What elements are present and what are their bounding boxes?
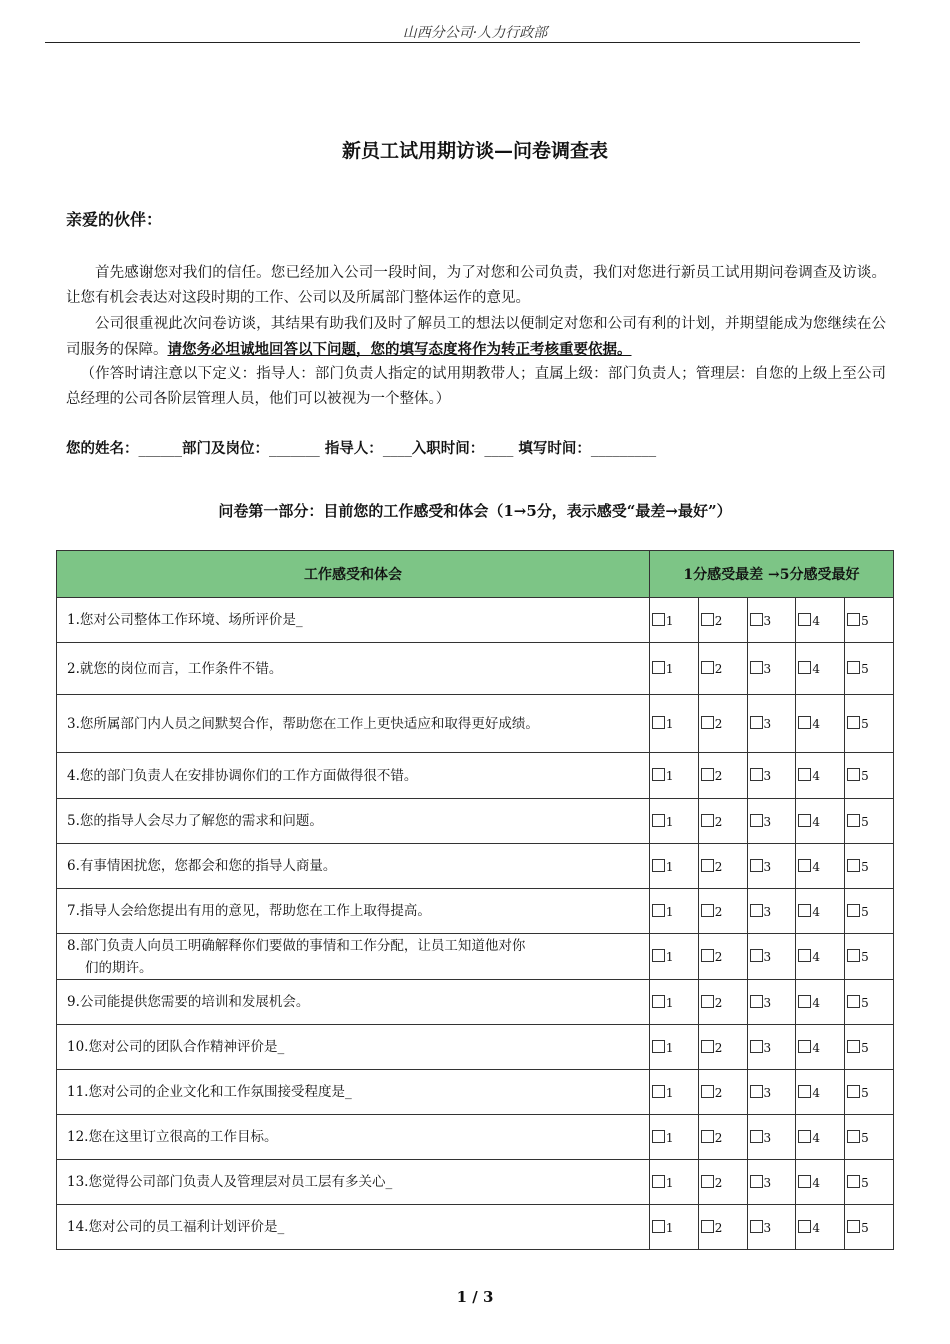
question-text-continued: 们的期许。	[85, 959, 153, 976]
checkbox-icon[interactable]	[798, 1085, 811, 1098]
table-row	[57, 1115, 894, 1160]
question-cell	[57, 695, 650, 753]
rating-option-label: 5	[861, 995, 869, 1010]
name-label: 您的姓名：	[66, 440, 139, 457]
rating-option-3[interactable]	[747, 1205, 796, 1250]
rating-option-2[interactable]	[698, 1070, 747, 1115]
rating-option-3[interactable]	[747, 695, 796, 753]
question-text: 14.您对公司的员工福利计划评价是_	[67, 1219, 285, 1235]
rating-option-label: 2	[714, 1130, 723, 1145]
intro-paragraph-2	[66, 312, 886, 363]
checkbox-icon[interactable]	[701, 1220, 714, 1233]
rating-option-1[interactable]	[649, 1205, 698, 1250]
checkbox-icon[interactable]	[701, 1085, 714, 1098]
rating-option-label: 4	[812, 1130, 820, 1145]
rating-option-label: 3	[763, 950, 772, 964]
rating-option-label: 3	[763, 904, 772, 919]
rating-option-2[interactable]	[698, 889, 747, 934]
checkbox-icon[interactable]	[750, 949, 763, 962]
checkbox-icon[interactable]	[798, 768, 811, 781]
rating-option-1[interactable]	[649, 980, 698, 1025]
question-cell	[57, 598, 650, 643]
table-row	[57, 844, 894, 889]
checkbox-icon[interactable]	[750, 1220, 763, 1233]
rating-option-1[interactable]	[649, 1160, 698, 1205]
rating-option-label: 5	[861, 613, 869, 628]
rating-option-label: 5	[861, 1175, 869, 1190]
question-cell	[57, 1205, 650, 1250]
checkbox-icon[interactable]	[701, 949, 714, 962]
rating-option-2[interactable]	[698, 598, 747, 643]
rating-option-4[interactable]	[796, 799, 845, 844]
checkbox-icon[interactable]	[750, 661, 763, 674]
checkbox-icon[interactable]	[652, 1040, 665, 1053]
rating-option-1[interactable]	[649, 934, 698, 980]
rating-option-label: 4	[812, 1040, 820, 1055]
question-cell	[57, 1115, 650, 1160]
rating-option-label: 5	[861, 1220, 869, 1235]
checkbox-icon[interactable]	[701, 904, 714, 917]
question-cell	[57, 1025, 650, 1070]
rating-option-label: 2	[714, 613, 723, 628]
checkbox-icon[interactable]	[798, 904, 811, 917]
question-cell	[57, 753, 650, 799]
rating-option-1[interactable]	[649, 844, 698, 889]
rating-option-3[interactable]	[747, 753, 796, 799]
rating-option-2[interactable]	[698, 934, 747, 980]
rating-option-3[interactable]	[747, 889, 796, 934]
rating-option-1[interactable]	[649, 643, 698, 695]
rating-option-label: 1	[665, 662, 674, 676]
question-text: 4.您的部门负责人在安排协调你们的工作方面做得很不错。	[67, 767, 418, 784]
rating-option-label: 4	[812, 769, 820, 783]
rating-option-label: 1	[665, 995, 674, 1010]
rating-option-label: 3	[763, 1175, 772, 1190]
question-cell	[57, 799, 650, 844]
department-label: 部门及岗位：	[182, 440, 269, 457]
rating-option-label: 2	[714, 950, 723, 964]
rating-option-3[interactable]	[747, 799, 796, 844]
checkbox-icon[interactable]	[652, 995, 665, 1008]
rating-option-5[interactable]	[845, 1025, 894, 1070]
checkbox-icon[interactable]	[701, 1130, 714, 1143]
rating-option-label: 3	[763, 1040, 772, 1055]
rating-option-label: 1	[665, 613, 674, 628]
rating-option-4[interactable]	[796, 1115, 845, 1160]
rating-option-1[interactable]	[649, 1115, 698, 1160]
table-row	[57, 695, 894, 753]
rating-option-5[interactable]	[845, 695, 894, 753]
checkbox-icon[interactable]	[847, 716, 860, 729]
rating-option-5[interactable]	[845, 753, 894, 799]
rating-option-label: 4	[812, 995, 820, 1010]
rating-option-label: 2	[714, 769, 723, 783]
rating-option-label: 5	[861, 950, 869, 964]
checkbox-icon[interactable]	[847, 859, 860, 872]
checkbox-icon[interactable]	[701, 814, 714, 827]
document-title: 新员工试用期访谈—问卷调查表	[341, 140, 608, 162]
checkbox-icon[interactable]	[798, 814, 811, 827]
rating-option-label: 4	[812, 1085, 820, 1100]
checkbox-icon[interactable]	[701, 859, 714, 872]
rating-option-label: 1	[665, 814, 674, 829]
checkbox-icon[interactable]	[847, 1130, 860, 1143]
checkbox-icon[interactable]	[652, 814, 665, 827]
rating-option-label: 5	[861, 904, 869, 919]
rating-option-label: 3	[763, 769, 772, 783]
rating-option-label: 1	[665, 1175, 674, 1190]
checkbox-icon[interactable]	[701, 768, 714, 781]
question-text: 10.您对公司的团队合作精神评价是_	[67, 1039, 285, 1055]
intro-paragraph-1: 首先感谢您对我们的信任。您已经加入公司一段时间，为了对您和公司负责，我们对您进行新员工试用期问卷调查及访谈。让您有机会表达对这段时期的工作、公司以及所属部门整体运作的意见。	[66, 265, 886, 306]
rating-option-label: 3	[763, 1130, 772, 1145]
rating-option-2[interactable]	[698, 695, 747, 753]
rating-option-1[interactable]	[649, 695, 698, 753]
intro-paragraph-3: （作答时请注意以下定义：指导人：部门负责人指定的试用期教带人；直属上级：部门负责人；管理层：自您的上级上至公司总经理的公司各阶层管理人员，他们可以被视为一个整体。）	[66, 366, 886, 407]
respondent-info	[66, 437, 656, 458]
mentor-label: 指导人：	[324, 440, 383, 457]
rating-option-label: 3	[763, 717, 772, 731]
rating-option-1[interactable]	[649, 1025, 698, 1070]
checkbox-icon[interactable]	[750, 613, 763, 626]
checkbox-icon[interactable]	[847, 995, 860, 1008]
question-text: 11.您对公司的企业文化和工作氛围接受程度是_	[67, 1084, 352, 1100]
join-date-blank[interactable]: ____	[484, 441, 514, 457]
section-title: 问卷第一部分：目前您的工作感受和体会（1→5分，表示感受“最差→最好”）	[218, 502, 732, 520]
rating-option-1[interactable]	[649, 598, 698, 643]
rating-option-label: 2	[714, 995, 723, 1010]
rating-option-label: 5	[861, 1040, 869, 1055]
rating-option-5[interactable]	[845, 1070, 894, 1115]
rating-option-5[interactable]	[845, 889, 894, 934]
name-blank[interactable]: ______	[138, 441, 182, 457]
rating-option-2[interactable]	[698, 980, 747, 1025]
question-cell	[57, 934, 650, 980]
rating-option-4[interactable]	[796, 1205, 845, 1250]
rating-option-label: 3	[763, 1085, 772, 1100]
rating-option-label: 5	[861, 769, 869, 783]
checkbox-icon[interactable]	[847, 1040, 860, 1053]
rating-option-label: 3	[763, 1220, 772, 1235]
rating-option-label: 4	[812, 814, 820, 829]
rating-option-1[interactable]	[649, 753, 698, 799]
checkbox-icon[interactable]	[701, 1175, 714, 1188]
checkbox-icon[interactable]	[798, 859, 811, 872]
checkbox-icon[interactable]	[750, 1130, 763, 1143]
checkbox-icon[interactable]	[652, 1220, 665, 1233]
question-cell	[57, 980, 650, 1025]
rating-option-4[interactable]	[796, 980, 845, 1025]
rating-option-label: 4	[812, 662, 820, 676]
checkbox-icon[interactable]	[652, 716, 665, 729]
checkbox-icon[interactable]	[750, 768, 763, 781]
rating-option-3[interactable]	[747, 980, 796, 1025]
rating-option-5[interactable]	[845, 934, 894, 980]
checkbox-icon[interactable]	[750, 716, 763, 729]
table-row	[57, 643, 894, 695]
checkbox-icon[interactable]	[847, 1220, 860, 1233]
rating-option-label: 5	[861, 1130, 869, 1145]
rating-option-label: 3	[763, 662, 772, 676]
survey-table	[56, 550, 894, 1250]
rating-option-label: 2	[714, 1175, 723, 1190]
table-header-row	[57, 551, 894, 598]
rating-option-3[interactable]	[747, 1025, 796, 1070]
rating-option-label: 5	[861, 814, 869, 829]
checkbox-icon[interactable]	[847, 949, 860, 962]
checkbox-icon[interactable]	[750, 995, 763, 1008]
question-text: 12.您在这里订立很高的工作目标。	[67, 1129, 278, 1145]
checkbox-icon[interactable]	[701, 613, 714, 626]
page-header: 山西分公司·人力行政部	[402, 25, 548, 41]
checkbox-icon[interactable]	[652, 661, 665, 674]
checkbox-icon[interactable]	[652, 613, 665, 626]
checkbox-icon[interactable]	[847, 661, 860, 674]
question-text: 1.您对公司整体工作环境、场所评价是_	[67, 612, 303, 628]
checkbox-icon[interactable]	[701, 995, 714, 1008]
checkbox-icon[interactable]	[750, 1085, 763, 1098]
rating-option-2[interactable]	[698, 799, 747, 844]
checkbox-icon[interactable]	[798, 613, 811, 626]
checkbox-icon[interactable]	[750, 1175, 763, 1188]
rating-option-3[interactable]	[747, 934, 796, 980]
rating-option-label: 3	[763, 995, 772, 1010]
rating-option-5[interactable]	[845, 1115, 894, 1160]
rating-option-3[interactable]	[747, 598, 796, 643]
table-row	[57, 1025, 894, 1070]
join-date-label: 入职时间：	[411, 440, 485, 457]
salutation: 亲爱的伙伴：	[66, 210, 163, 229]
rating-option-4[interactable]	[796, 643, 845, 695]
rating-option-label: 1	[665, 1130, 674, 1145]
rating-option-3[interactable]	[747, 1070, 796, 1115]
rating-option-2[interactable]	[698, 844, 747, 889]
department-blank[interactable]: _______	[269, 441, 320, 457]
checkbox-icon[interactable]	[798, 1220, 811, 1233]
checkbox-icon[interactable]	[701, 1040, 714, 1053]
rating-option-label: 1	[665, 904, 674, 919]
header-rule	[45, 42, 860, 43]
rating-option-label: 2	[714, 859, 723, 874]
rating-option-label: 1	[665, 769, 674, 783]
rating-option-4[interactable]	[796, 598, 845, 643]
checkbox-icon[interactable]	[701, 661, 714, 674]
rating-option-5[interactable]	[845, 799, 894, 844]
rating-option-2[interactable]	[698, 1115, 747, 1160]
rating-option-5[interactable]	[845, 1160, 894, 1205]
checkbox-icon[interactable]	[750, 1040, 763, 1053]
checkbox-icon[interactable]	[798, 716, 811, 729]
checkbox-icon[interactable]	[652, 1130, 665, 1143]
checkbox-icon[interactable]	[652, 904, 665, 917]
rating-option-2[interactable]	[698, 1025, 747, 1070]
rating-option-4[interactable]	[796, 1070, 845, 1115]
rating-option-label: 5	[861, 717, 869, 731]
checkbox-icon[interactable]	[798, 1130, 811, 1143]
question-text: 6.有事情困扰您，您都会和您的指导人商量。	[67, 858, 337, 874]
rating-option-5[interactable]	[845, 1205, 894, 1250]
rating-option-label: 2	[714, 814, 723, 829]
checkbox-icon[interactable]	[847, 613, 860, 626]
rating-option-2[interactable]	[698, 1205, 747, 1250]
fill-date-blank[interactable]: _________	[590, 441, 657, 457]
rating-option-1[interactable]	[649, 799, 698, 844]
question-text: 9.公司能提供您需要的培训和发展机会。	[67, 994, 310, 1010]
rating-option-label: 1	[665, 859, 674, 874]
table-row	[57, 934, 894, 980]
rating-option-label: 2	[714, 1040, 723, 1055]
rating-option-2[interactable]	[698, 1160, 747, 1205]
question-cell	[57, 844, 650, 889]
table-row	[57, 980, 894, 1025]
question-cell	[57, 643, 650, 695]
rating-option-4[interactable]	[796, 889, 845, 934]
rating-option-label: 1	[665, 1085, 674, 1100]
fill-date-label: 填写时间：	[518, 440, 591, 457]
checkbox-icon[interactable]	[652, 1175, 665, 1188]
rating-option-4[interactable]	[796, 753, 845, 799]
rating-option-4[interactable]	[796, 1160, 845, 1205]
table-row	[57, 1160, 894, 1205]
checkbox-icon[interactable]	[652, 859, 665, 872]
question-text: 3.您所属部门内人员之间默契合作，帮助您在工作上更快适应和取得更好成绩。	[67, 715, 539, 732]
rating-option-label: 1	[665, 950, 674, 964]
question-cell	[57, 1160, 650, 1205]
table-row	[57, 598, 894, 643]
rating-option-label: 3	[763, 814, 772, 829]
rating-option-2[interactable]	[698, 643, 747, 695]
rating-option-label: 1	[665, 1040, 674, 1055]
question-text: 8.部门负责人向员工明确解释你们要做的事情和工作分配，让员工知道他对你	[67, 937, 526, 954]
checkbox-icon[interactable]	[847, 814, 860, 827]
checkbox-icon[interactable]	[798, 661, 811, 674]
intro-paragraph-2-text: 公司很重视此次问卷访谈，其结果有助我们及时了解员工的想法以便制定对您和公司有利的计划，并期望能成为您继续在公司服务的保障。	[66, 316, 886, 358]
table-row	[57, 1070, 894, 1115]
rating-option-label: 4	[812, 904, 820, 919]
rating-option-label: 4	[812, 1220, 820, 1235]
checkbox-icon[interactable]	[750, 814, 763, 827]
rating-option-label: 5	[861, 662, 869, 676]
checkbox-icon[interactable]	[798, 1040, 811, 1053]
column-header-scale: 1分感受最差 →5分感受最好	[649, 551, 893, 598]
rating-option-label: 2	[714, 1085, 723, 1100]
rating-option-label: 4	[812, 950, 820, 964]
column-header-question: 工作感受和体会	[57, 551, 650, 598]
checkbox-icon[interactable]	[847, 904, 860, 917]
rating-option-label: 1	[665, 717, 674, 731]
checkbox-icon[interactable]	[652, 768, 665, 781]
checkbox-icon[interactable]	[847, 1085, 860, 1098]
checkbox-icon[interactable]	[798, 995, 811, 1008]
question-cell	[57, 889, 650, 934]
rating-option-1[interactable]	[649, 1070, 698, 1115]
intro-emphasis: 请您务必坦诚地回答以下问题，您的填写态度将作为转正考核重要依据。	[167, 341, 632, 358]
rating-option-5[interactable]	[845, 980, 894, 1025]
table-row	[57, 753, 894, 799]
table-row	[57, 1205, 894, 1250]
table-row	[57, 889, 894, 934]
rating-option-5[interactable]	[845, 598, 894, 643]
rating-option-label: 4	[812, 613, 820, 628]
checkbox-icon[interactable]	[750, 859, 763, 872]
rating-option-3[interactable]	[747, 844, 796, 889]
question-text: 5.您的指导人会尽力了解您的需求和问题。	[67, 813, 323, 829]
rating-option-5[interactable]	[845, 643, 894, 695]
rating-option-label: 5	[861, 1085, 869, 1100]
rating-option-label: 3	[763, 613, 772, 628]
mentor-blank[interactable]: ____	[382, 441, 412, 457]
checkbox-icon[interactable]	[847, 768, 860, 781]
checkbox-icon[interactable]	[798, 949, 811, 962]
rating-option-4[interactable]	[796, 844, 845, 889]
rating-option-1[interactable]	[649, 889, 698, 934]
question-text: 7.指导人会给您提出有用的意见，帮助您在工作上取得提高。	[67, 903, 431, 919]
question-cell	[57, 1070, 650, 1115]
rating-option-3[interactable]	[747, 1160, 796, 1205]
rating-option-label: 4	[812, 717, 820, 731]
checkbox-icon[interactable]	[701, 716, 714, 729]
table-row	[57, 799, 894, 844]
page-number: 1 / 3	[456, 1288, 494, 1306]
rating-option-label: 3	[763, 859, 772, 874]
checkbox-icon[interactable]	[847, 1175, 860, 1188]
rating-option-4[interactable]	[796, 934, 845, 980]
checkbox-icon[interactable]	[652, 949, 665, 962]
rating-option-label: 4	[812, 859, 820, 874]
rating-option-3[interactable]	[747, 1115, 796, 1160]
rating-option-label: 5	[861, 859, 869, 874]
rating-option-label: 4	[812, 1175, 820, 1190]
rating-option-3[interactable]	[747, 643, 796, 695]
rating-option-label: 1	[665, 1220, 674, 1235]
checkbox-icon[interactable]	[750, 904, 763, 917]
rating-option-4[interactable]	[796, 1025, 845, 1070]
question-text: 2.就您的岗位而言，工作条件不错。	[67, 660, 283, 677]
rating-option-5[interactable]	[845, 844, 894, 889]
question-text: 13.您觉得公司部门负责人及管理层对员工层有多关心_	[67, 1174, 393, 1190]
rating-option-label: 2	[714, 717, 723, 731]
rating-option-label: 2	[714, 904, 723, 919]
checkbox-icon[interactable]	[652, 1085, 665, 1098]
rating-option-label: 2	[714, 662, 723, 676]
rating-option-2[interactable]	[698, 753, 747, 799]
rating-option-label: 2	[714, 1220, 723, 1235]
rating-option-4[interactable]	[796, 695, 845, 753]
checkbox-icon[interactable]	[798, 1175, 811, 1188]
